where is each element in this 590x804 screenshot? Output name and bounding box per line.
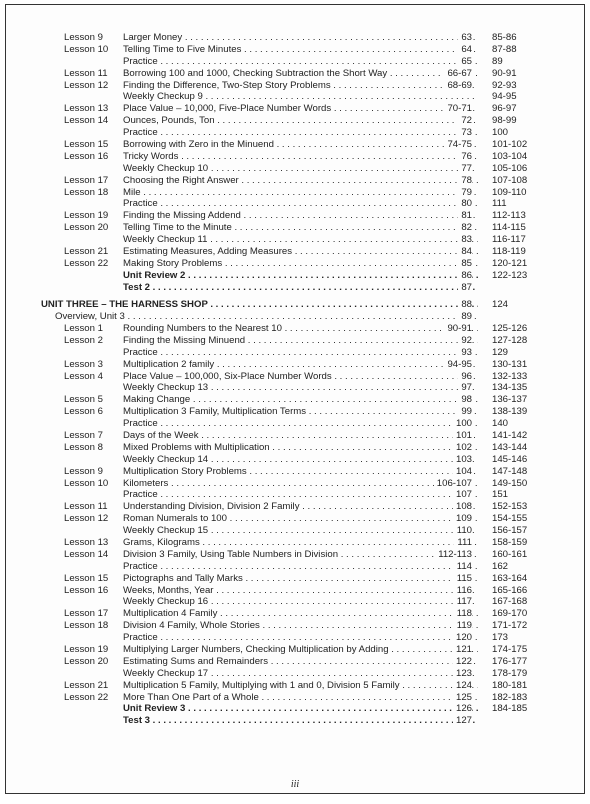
page-numbers: 74-75 — [444, 139, 472, 151]
answer-pages: 125-126 — [492, 322, 528, 334]
page-numbers: 103 — [453, 454, 472, 466]
lesson-title: Making Change . . . — [123, 394, 478, 406]
toc-row — [6, 323, 584, 335]
toc-row — [6, 80, 584, 92]
lesson-title: Practice . . . — [123, 561, 478, 573]
lesson-title: Place Value – 100,000, Six-Place Number Words . . . — [123, 371, 478, 383]
page-numbers: 94-95 — [444, 359, 472, 371]
toc-row — [6, 525, 584, 537]
lesson-label: Lesson 16 — [64, 584, 109, 596]
lesson-title: Multiplication 5 Family, Multiplying with 1 and 0, Division 5 Family . . . — [123, 680, 478, 692]
lesson-label: Lesson 7 — [64, 429, 103, 441]
answer-pages: 87-88 — [492, 43, 517, 55]
toc-row — [6, 442, 584, 454]
toc-row — [6, 139, 584, 151]
page-numbers: 65 — [458, 56, 472, 68]
page-numbers: 86 — [458, 270, 472, 282]
toc-row — [6, 371, 584, 383]
page-numbers: 93 — [458, 347, 472, 359]
lesson-title: More Than One Part of a Whole . . . — [123, 692, 478, 704]
toc-row — [6, 715, 584, 727]
lesson-label: Lesson 6 — [64, 406, 103, 418]
lesson-label: Lesson 5 — [64, 394, 103, 406]
lesson-title: Weekly Checkup 14 . . . — [123, 454, 478, 466]
toc-row — [6, 382, 584, 394]
page-numbers: 70-71 — [444, 103, 472, 115]
answer-pages: 156-157 — [492, 525, 528, 537]
lesson-label: Lesson 19 — [64, 210, 109, 222]
page-numbers: 114 — [454, 561, 472, 573]
page-number: iii — [290, 779, 300, 790]
answer-pages: 101-102 — [492, 139, 528, 151]
toc-row — [6, 56, 584, 68]
answer-pages: 114-115 — [492, 222, 526, 234]
lesson-title: Weekly Checkup 9 . . . — [123, 91, 478, 103]
page-numbers: 87 — [458, 282, 472, 294]
page-numbers: 108 — [453, 501, 472, 513]
answer-pages: 141-142 — [492, 429, 528, 441]
page-numbers: 121 — [453, 644, 472, 656]
lesson-title: Telling Time to the Minute . . . — [123, 222, 478, 234]
answer-pages: 130-131 — [492, 358, 528, 370]
toc-row — [6, 466, 584, 478]
answer-pages: 98-99 — [492, 115, 517, 127]
page-numbers: 73 — [458, 127, 472, 139]
answer-pages: 169-170 — [492, 608, 528, 620]
answer-pages: 129 — [492, 346, 509, 358]
lesson-title: Pictographs and Tally Marks . . . — [123, 573, 478, 585]
lesson-label: Lesson 10 — [64, 477, 109, 489]
lesson-title: Ounces, Pounds, Ton . . . — [123, 115, 478, 127]
page-numbers: 109 — [453, 513, 472, 525]
answer-pages: 149-150 — [492, 477, 528, 489]
answer-pages: 182-183 — [492, 691, 528, 703]
answer-pages: 124 — [492, 299, 509, 311]
page-numbers: 104 — [453, 466, 472, 478]
page-numbers: 102 — [453, 442, 472, 454]
lesson-title: Weeks, Months, Year . . . — [123, 585, 478, 597]
answer-pages: 167-168 — [492, 596, 528, 608]
lesson-label: Lesson 19 — [64, 644, 109, 656]
lesson-title: Telling Time to Five Minutes . . . — [123, 44, 478, 56]
page-numbers: 96 — [458, 371, 472, 383]
lesson-title: Borrowing 100 and 1000, Checking Subtraction the Short Way . . . — [123, 68, 478, 80]
lesson-title: Weekly Checkup 15 . . . — [123, 525, 478, 537]
lesson-title: Finding the Missing Minuend . . . — [123, 335, 478, 347]
page-numbers: 97 — [458, 382, 472, 394]
toc-row — [6, 175, 584, 187]
toc-row — [6, 198, 584, 210]
page-numbers: 66-67 — [444, 68, 472, 80]
lesson-title: Kilometers . . . — [123, 478, 478, 490]
lesson-title: Multiplication 3 Family, Multiplication Terms . . . — [123, 406, 478, 418]
page-numbers: 99 — [458, 406, 472, 418]
lesson-title: Mixed Problems with Multiplication . . . — [123, 442, 478, 454]
toc-row — [6, 668, 584, 680]
lesson-label: Lesson 18 — [64, 620, 109, 632]
lesson-title: Roman Numerals to 100 . . . — [123, 513, 478, 525]
lesson-label: Lesson 14 — [64, 115, 109, 127]
answer-pages: 134-135 — [492, 382, 528, 394]
toc-row — [6, 115, 584, 127]
lesson-title: Weekly Checkup 16 . . . — [123, 596, 478, 608]
lesson-label: Lesson 20 — [64, 222, 109, 234]
lesson-title: Practice . . . — [123, 347, 478, 359]
answer-pages: 107-108 — [492, 174, 528, 186]
page-numbers: 101 — [453, 430, 472, 442]
lesson-title: Weekly Checkup 10 . . . — [123, 163, 478, 175]
toc-row — [6, 501, 584, 513]
toc-row — [6, 127, 584, 139]
answer-pages: 147-148 — [492, 465, 528, 477]
lesson-label: Lesson 21 — [64, 679, 109, 691]
page-numbers: 111 — [454, 537, 472, 549]
lesson-title: Weekly Checkup 11 . . . — [123, 234, 478, 246]
answer-pages: 171-172 — [492, 620, 528, 632]
toc-row — [6, 537, 584, 549]
lesson-title: Mile . . . — [123, 187, 478, 199]
lesson-title: Weekly Checkup 13 . . . — [123, 382, 478, 394]
toc-row — [6, 68, 584, 80]
toc-row — [6, 489, 584, 501]
lesson-title: Making Story Problems . . . — [123, 258, 478, 270]
lesson-label: Lesson 15 — [64, 139, 109, 151]
lesson-label: Lesson 15 — [64, 572, 109, 584]
answer-pages: 163-164 — [492, 572, 528, 584]
answer-pages: 173 — [492, 632, 509, 644]
answer-pages: 94-95 — [492, 91, 517, 103]
toc-row — [6, 222, 584, 234]
lesson-label: Lesson 4 — [64, 370, 103, 382]
answer-pages: 176-177 — [492, 655, 528, 667]
page-numbers: 116 — [454, 585, 472, 597]
lesson-title: Multiplication 4 Family . . . — [123, 608, 478, 620]
answer-pages: 152-153 — [492, 501, 528, 513]
toc-row — [6, 234, 584, 246]
lesson-title: Practice . . . — [123, 56, 478, 68]
answer-pages: 111 — [492, 198, 507, 210]
unit-heading-row — [6, 299, 584, 311]
lesson-title: Practice . . . — [123, 632, 478, 644]
page-numbers: 119 — [454, 620, 472, 632]
answer-pages: 89 — [492, 55, 503, 67]
answer-pages: 180-181 — [492, 679, 528, 691]
lesson-label: Lesson 9 — [64, 465, 103, 477]
toc-row — [6, 585, 584, 597]
toc-row — [6, 620, 584, 632]
page-numbers: 76 — [458, 151, 472, 163]
toc-row — [6, 103, 584, 115]
lesson-title: Days of the Week . . . — [123, 430, 478, 442]
toc-row — [6, 608, 584, 620]
lesson-title: UNIT THREE – THE HARNESS SHOP . . . — [41, 299, 478, 311]
answer-pages: 151 — [492, 489, 509, 501]
toc-row — [6, 478, 584, 490]
page-numbers: 90-91 — [444, 323, 472, 335]
toc-row — [6, 692, 584, 704]
answer-pages: 184-185 — [492, 703, 528, 715]
answer-pages: 100 — [492, 127, 509, 139]
toc-row — [6, 596, 584, 608]
answer-pages: 143-144 — [492, 441, 528, 453]
toc-page — [5, 4, 585, 794]
lesson-title: Unit Review 3 . . . — [123, 703, 478, 715]
toc-row — [6, 151, 584, 163]
page-numbers: 92 — [458, 335, 472, 347]
toc-row — [6, 549, 584, 561]
toc-row — [6, 91, 584, 103]
page-numbers: 125 — [453, 692, 472, 704]
toc-row — [6, 644, 584, 656]
toc-row — [6, 44, 584, 56]
answer-pages: 127-128 — [492, 334, 528, 346]
toc-row — [6, 656, 584, 668]
lesson-label: Lesson 13 — [64, 537, 109, 548]
page-numbers: 124 — [453, 680, 472, 692]
page-numbers: 89 — [458, 311, 472, 323]
answer-pages: 96-97 — [492, 103, 517, 115]
toc-row — [6, 430, 584, 442]
toc-row — [6, 163, 584, 175]
answer-pages: 138-139 — [492, 406, 528, 418]
lesson-label: Lesson 13 — [64, 103, 109, 115]
toc-row — [6, 703, 584, 715]
lesson-label: Lesson 11 — [64, 501, 108, 513]
answer-pages: 154-155 — [492, 513, 528, 525]
lesson-title: Practice . . . — [123, 127, 478, 139]
page-numbers: 123 — [453, 668, 472, 680]
lesson-label: Lesson 12 — [64, 79, 109, 91]
page-numbers: 98 — [458, 394, 472, 406]
page-numbers: 82 — [458, 222, 472, 234]
lesson-title: Borrowing with Zero in the Minuend . . . — [123, 139, 478, 151]
lesson-label: Lesson 10 — [64, 43, 109, 55]
page-numbers: 88 — [458, 299, 472, 311]
toc-row — [6, 187, 584, 199]
page-numbers: 120 — [453, 632, 472, 644]
lesson-title: Division 4 Family, Whole Stories . . . — [123, 620, 478, 632]
answer-pages: 174-175 — [492, 644, 528, 656]
lesson-title: Finding the Missing Addend . . . — [123, 210, 478, 222]
toc-row — [6, 632, 584, 644]
answer-pages: 92-93 — [492, 79, 517, 91]
answer-pages: 122-123 — [492, 269, 528, 281]
answer-pages: 120-121 — [492, 257, 528, 269]
lesson-title: Test 3 . . . — [123, 715, 478, 727]
toc-row — [6, 561, 584, 573]
answer-pages: 85-86 — [492, 32, 517, 43]
toc-row — [6, 210, 584, 222]
toc-row — [6, 32, 584, 44]
toc-row — [6, 394, 584, 406]
page-numbers: 126 — [453, 703, 472, 715]
page-numbers: 85 — [458, 258, 472, 270]
page-numbers: 127 — [453, 715, 472, 727]
page-numbers: 117 — [454, 596, 472, 608]
page-numbers: 78 — [458, 175, 472, 187]
lesson-title: Practice . . . — [123, 418, 478, 430]
toc-row — [6, 513, 584, 525]
toc-row — [6, 573, 584, 585]
toc-row — [6, 335, 584, 347]
page-numbers: 107 — [453, 489, 472, 501]
lesson-title: Overview, Unit 3 . . . — [55, 311, 478, 323]
lesson-label: Lesson 17 — [64, 608, 109, 620]
lesson-label: Lesson 3 — [64, 358, 103, 370]
page-numbers: 63 — [458, 32, 472, 44]
answer-pages: 103-104 — [492, 150, 528, 162]
lesson-label: Lesson 20 — [64, 655, 109, 667]
lesson-label: Lesson 22 — [64, 257, 109, 269]
lesson-label: Lesson 8 — [64, 441, 103, 453]
lesson-label: Lesson 9 — [64, 32, 103, 43]
toc-row — [6, 680, 584, 692]
toc-row — [6, 282, 584, 294]
answer-pages: 160-161 — [492, 548, 528, 560]
answer-pages: 118-119 — [492, 246, 526, 258]
lesson-label: Lesson 2 — [64, 334, 103, 346]
lesson-title: Place Value – 10,000, Five-Place Number Words . . . — [123, 103, 478, 115]
lesson-title: Estimating Measures, Adding Measures . . . — [123, 246, 478, 258]
toc-row — [6, 258, 584, 270]
lesson-title: Rounding Numbers to the Nearest 10 . . . — [123, 323, 478, 335]
page-numbers: 79 — [458, 187, 472, 199]
toc-row — [6, 359, 584, 371]
answer-pages: 158-159 — [492, 537, 528, 548]
lesson-label: Lesson 17 — [64, 174, 109, 186]
page-numbers: 122 — [453, 656, 472, 668]
answer-pages: 109-110 — [492, 186, 527, 198]
answer-pages: 116-117 — [492, 234, 526, 246]
answer-pages: 132-133 — [492, 370, 528, 382]
lesson-label: Lesson 14 — [64, 548, 109, 560]
answer-pages: 178-179 — [492, 667, 528, 679]
page-numbers: 83 — [458, 234, 472, 246]
page-numbers: 72 — [458, 115, 472, 127]
page-numbers: 68-69 — [444, 80, 472, 92]
toc-row — [6, 454, 584, 466]
lesson-title: Unit Review 2 . . . — [123, 270, 478, 282]
lesson-title: Practice . . . — [123, 198, 478, 210]
lesson-title: Understanding Division, Division 2 Family . . . — [123, 501, 478, 513]
lesson-title: Larger Money . . . — [123, 32, 478, 44]
lesson-title: Grams, Kilograms . . . — [123, 537, 478, 549]
lesson-label: Lesson 21 — [64, 246, 109, 258]
answer-pages: 162 — [492, 560, 509, 572]
lesson-title: Estimating Sums and Remainders . . . — [123, 656, 478, 668]
lesson-label: Lesson 18 — [64, 186, 109, 198]
lesson-title: Multiplying Larger Numbers, Checking Multiplication by Adding . . . — [123, 644, 478, 656]
lesson-title: Division 3 Family, Using Table Numbers in Division . . . — [123, 549, 478, 561]
toc-row — [6, 246, 584, 258]
lesson-title: Multiplication Story Problems . . . — [123, 466, 478, 478]
answer-pages: 165-166 — [492, 584, 528, 596]
lesson-title: Tricky Words . . . — [123, 151, 478, 163]
page-numbers: 64 — [458, 44, 472, 56]
page-numbers: 84 — [458, 246, 472, 258]
page-numbers: 112-113 — [435, 549, 472, 561]
table-of-contents — [6, 32, 584, 727]
toc-row — [6, 347, 584, 359]
lesson-label: Lesson 11 — [64, 67, 108, 79]
answer-pages: 140 — [492, 418, 509, 430]
lesson-title: Weekly Checkup 17 . . . — [123, 668, 478, 680]
page-numbers: 80 — [458, 198, 472, 210]
answer-pages: 90-91 — [492, 67, 517, 79]
lesson-title: Multiplication 2 family . . . — [123, 359, 478, 371]
answer-pages: 105-106 — [492, 162, 528, 174]
lesson-label: Lesson 22 — [64, 691, 109, 703]
page-numbers: 100 — [453, 418, 472, 430]
toc-row — [6, 311, 584, 323]
page-numbers: 106-107 — [434, 478, 472, 490]
lesson-title: Test 2 . . . — [123, 282, 478, 294]
page-numbers: 115 — [454, 573, 472, 585]
lesson-label: Lesson 1 — [64, 322, 103, 334]
answer-pages: 112-113 — [492, 210, 526, 222]
page-numbers: 77 — [458, 163, 472, 175]
page-numbers: 110 — [454, 525, 472, 537]
lesson-title: Finding the Difference, Two-Step Story Problems . . . — [123, 80, 478, 92]
answer-pages: 145-146 — [492, 453, 528, 465]
toc-row — [6, 406, 584, 418]
page-numbers: 81 — [458, 210, 472, 222]
toc-row — [6, 270, 584, 282]
answer-pages: 136-137 — [492, 394, 528, 406]
lesson-title: Choosing the Right Answer . . . — [123, 175, 478, 187]
page-numbers: 118 — [454, 608, 472, 620]
lesson-title: Practice . . . — [123, 489, 478, 501]
toc-row — [6, 418, 584, 430]
lesson-label: Lesson 12 — [64, 513, 109, 525]
lesson-label: Lesson 16 — [64, 150, 109, 162]
